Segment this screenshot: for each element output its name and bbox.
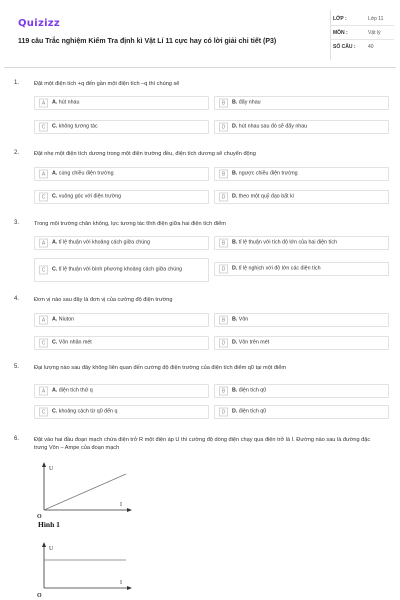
option-letter: C (39, 266, 48, 275)
option-a[interactable] (34, 384, 209, 398)
option-b[interactable] (214, 313, 389, 327)
option-text: C. tỉ lệ thuận với bình phương khoảng cách giữa chúng (52, 266, 183, 273)
question-number: 4. (14, 296, 20, 302)
y-axis-arrow (42, 462, 46, 467)
question-text: Đặt vào hai đầu đoạn mạch chứa điện trở R một điện áp U thì cường độ dòng điện chạy qua điện trở là I. Đường nào sau là đường đặc trưng Vôn – Ampe của đoạn mạch (34, 437, 371, 451)
option-d[interactable] (214, 120, 389, 134)
quizizz-logo: Quizizz (18, 18, 61, 29)
option-c[interactable] (34, 258, 209, 282)
meta-value: Vật lý (368, 30, 381, 36)
option-d[interactable] (214, 336, 389, 350)
meta-label: MÔN : (333, 30, 348, 36)
option-letter: D (219, 193, 228, 202)
meta-value: Lớp 11 (368, 16, 384, 22)
y-axis-arrow (42, 542, 46, 547)
option-a[interactable] (34, 96, 209, 110)
option-text: B. đẩy nhau (232, 99, 261, 106)
option-b[interactable] (214, 384, 389, 398)
question-number: 2. (14, 150, 20, 156)
question-number: 3. (14, 220, 20, 226)
option-text: B. Vôn (232, 316, 249, 323)
option-letter: C (39, 339, 48, 348)
y-axis-label: U (49, 546, 54, 552)
question-number: 6. (14, 436, 20, 442)
option-d[interactable] (214, 405, 389, 419)
option-letter: B (219, 99, 228, 108)
x-axis-label: I (120, 502, 122, 508)
option-text: D. Vôn trên mét (232, 339, 270, 346)
option-letter: D (219, 123, 228, 132)
option-text: D. hút nhau sau đó sẽ đẩy nhau (232, 123, 308, 130)
document-title: 119 câu Trắc nghiệm Kiểm Tra định kì Vật Lí 11 cực hay có lời giải chi tiết (P3) (18, 38, 277, 45)
option-text: A. cùng chiều điện trường (52, 170, 114, 177)
origin-label: O (37, 514, 42, 520)
question-number: 1. (14, 80, 20, 86)
question-text: Đại lượng nào sau đây không liên quan đến cường độ điện trường của điện tích điểm q0 tại một điểm (34, 365, 287, 371)
option-a[interactable] (34, 313, 209, 327)
option-text: A. điện tích thử q (52, 387, 93, 394)
option-b[interactable] (214, 167, 389, 181)
origin-label: O (37, 593, 42, 599)
option-letter: D (219, 339, 228, 348)
option-letter: B (219, 239, 228, 248)
option-text: D. tỉ lệ nghịch với độ lớn các điện tích (232, 265, 321, 272)
meta-question-count (330, 40, 394, 54)
option-letter: A (39, 239, 48, 248)
figure-1-caption: Hình 1 (38, 520, 60, 529)
option-text: A. Niuton (52, 316, 75, 323)
option-text: B. ngược chiều điện trường (232, 170, 298, 177)
option-letter: B (219, 387, 228, 396)
x-axis-arrow (127, 508, 132, 512)
option-c[interactable] (34, 405, 209, 419)
option-text: B. điện tích q0 (232, 387, 267, 394)
option-a[interactable] (34, 236, 209, 250)
option-letter: A (39, 387, 48, 396)
option-text: C. vuông góc với điện trường (52, 193, 122, 200)
option-c[interactable] (34, 120, 209, 134)
meta-label: SỐ CÂU : (333, 44, 356, 50)
meta-info (330, 12, 394, 54)
meta-subject (330, 26, 394, 40)
graph-line (44, 474, 126, 510)
option-text: A. tỉ lệ thuận với khoảng cách giữa chúng (52, 239, 151, 246)
option-text: C. Vôn nhân mét (52, 339, 92, 346)
meta-value: 40 (368, 44, 374, 50)
option-letter: B (219, 316, 228, 325)
document-header (4, 6, 396, 68)
option-letter: C (39, 408, 48, 417)
option-letter: D (219, 265, 228, 274)
option-c[interactable] (34, 190, 209, 204)
meta-label: LỚP : (333, 16, 347, 22)
option-text: C. khoảng cách từ q0 đến q (52, 408, 118, 415)
question-text: Trong môi trường chân không, lực tương tác tĩnh điện giữa hai điện tích điểm (34, 221, 226, 227)
x-axis-arrow (127, 586, 132, 590)
option-b[interactable] (214, 96, 389, 110)
option-letter: B (219, 170, 228, 179)
meta-class (330, 12, 394, 26)
option-d[interactable] (214, 262, 389, 276)
option-b[interactable] (214, 236, 389, 250)
option-text: C. không tương tác (52, 123, 98, 130)
option-text: D. theo một quỹ đạo bất kì (232, 193, 295, 200)
option-letter: D (219, 408, 228, 417)
question-text: Đơn vị nào sau đây là đơn vị của cường độ điện trường (34, 297, 173, 303)
x-axis-label: I (120, 580, 122, 586)
option-letter: A (39, 316, 48, 325)
option-c[interactable] (34, 336, 209, 350)
option-text: A. hút nhau (52, 99, 80, 106)
option-letter: A (39, 170, 48, 179)
option-letter: C (39, 193, 48, 202)
option-d[interactable] (214, 190, 389, 204)
question-text: Đặt một điện tích +q đến gần một điện tích –q thì chúng sẽ (34, 81, 180, 87)
question-number: 5. (14, 364, 20, 370)
figure-1-graph (34, 460, 134, 520)
option-a[interactable] (34, 167, 209, 181)
question-text: Đặt nhẹ một điện tích dương trong một điện trường đều, điện tích dương sẽ chuyển động (34, 151, 256, 157)
option-text: D. điện tích q0 (232, 408, 267, 415)
y-axis-label: U (49, 466, 54, 472)
figure-2-graph (34, 540, 134, 600)
option-letter: C (39, 123, 48, 132)
option-letter: A (39, 99, 48, 108)
option-text: B. tỉ lệ thuận với tích độ lớn của hai điện tích (232, 239, 338, 246)
